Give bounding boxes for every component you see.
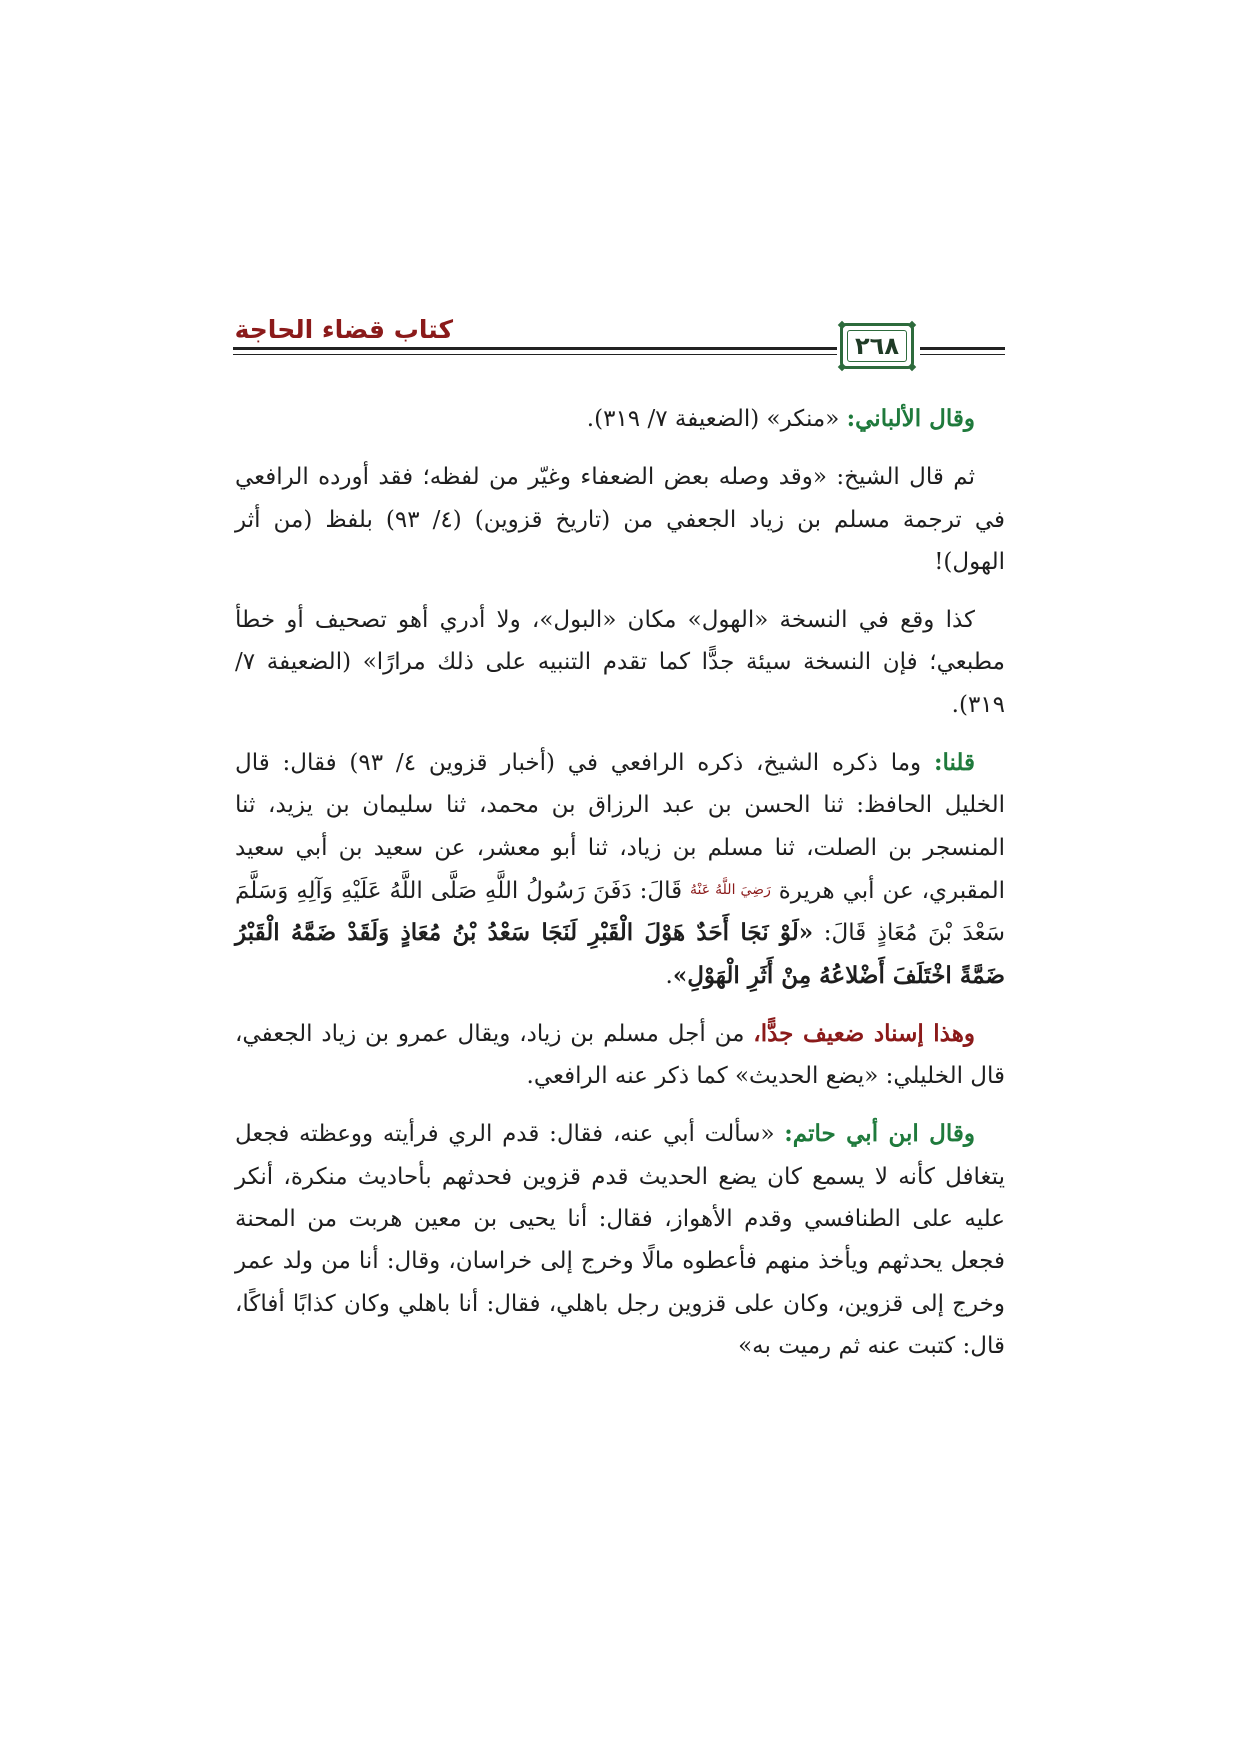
- badge-corner-ornament: [838, 363, 846, 371]
- header-rule: [233, 347, 837, 350]
- paragraph-sheikh: [235, 456, 1005, 583]
- grading-label: وهذا إسناد ضعيف جدًّا،: [753, 1019, 975, 1047]
- header-rule-thin: [233, 354, 837, 355]
- paragraph-text: من أجل مسلم بن زياد، ويقال عمرو بن زياد الجعفي، قال الخليلي: «يضع الحديث» كما ذكر عنه الرافعي.: [235, 1020, 1005, 1090]
- paragraph-text: «منكر» (الضعيفة ٧/ ٣١٩).: [586, 406, 847, 432]
- paragraph-albani: [235, 398, 1005, 440]
- badge-corner-ornament: [838, 321, 846, 329]
- page-number: ٢٦٨: [855, 332, 899, 360]
- honorific-glyph: رَضِيَ اللَّهُ عَنْهُ: [690, 881, 771, 898]
- paragraph-ibn-abi-hatim: [235, 1113, 1005, 1367]
- paragraph-text: ثم قال الشيخ: «وقد وصله بعض الضعفاء وغيّر من لفظه؛ فقد أورده الرافعي في ترجمة مسلم بن زياد الجعفي من (تاريخ قزوين) (٤/ ٩٣) بلفظ (من أثر الهول)!: [235, 464, 1006, 575]
- paragraph-text: كذا وقع في النسخة «الهول» مكان «البول»، ولا أدري أهو تصحيف أو خطأ مطبعي؛ فإن النسخة سيئة جدًّا كما تقدم التنبيه على ذلك مرارًا» (الضعيفة ٧/ ٣١٩).: [235, 607, 1005, 718]
- paragraph-text: قَالَ: دَفَنَ رَسُولُ اللَّهِ صَلَّى اللَّهُ عَلَيْهِ وَآلِهِ وَسَلَّمَ سَعْدَ بْنَ مُعَاذٍ قَالَ:: [235, 877, 1005, 947]
- hadith-text: «لَوْ نَجَا أَحَدٌ هَوْلَ الْقَبْرِ لَنَجَا سَعْدُ بْنُ مُعَاذٍ وَلَقَدْ ضَمَّهُ الْقَبْرُ ضَمَّةً اخْتَلَفَ أَضْلاعُهُ مِنْ أَثَرِ الْهَوْلِ»: [235, 919, 1005, 989]
- paragraph-qulna: [235, 742, 1005, 997]
- badge-corner-ornament: [908, 363, 916, 371]
- speaker-label: وقال الألباني:: [846, 405, 975, 432]
- paragraph-text: «سألت أبي عنه، فقال: قدم الري فرأيته ووعظته فجعل يتغافل كأنه لا يسمع كان يضع الحديث قدم قزوين فحدثهم بأحاديث منكرة، أنكر عليه على الطنافسي وقدم الأهواز، فقال: أنا يحيى بن معين هربت من المحنة فجعل يحدثهم ويأخذ منهم فأعطوه مالًا وخرج إلى خراسان، وقال: أنا من ولد عمر وخرج إلى قزوين، وكان على قزوين رجل باهلي، فقال: أنا باهلي وكان كذابًا أفاكًا، قال: كتبت عنه ثم رميت به»: [235, 1121, 1005, 1359]
- speaker-label: قلنا:: [933, 749, 976, 777]
- header-rule-short: [920, 347, 1005, 350]
- paragraph-manuscript-note: [235, 599, 1005, 726]
- header-rule-short-thin: [920, 354, 1005, 355]
- page-number-badge: [840, 323, 914, 369]
- paragraph-text: .: [665, 962, 673, 989]
- speaker-label: وقال ابن أبي حاتم:: [784, 1120, 975, 1148]
- paragraph-isnad-grade: [235, 1013, 1005, 1098]
- paragraph-text: وما ذكره الشيخ، ذكره الرافعي في (أخبار قزوين ٤/ ٩٣) فقال: قال الخليل الحافظ: ثنا الحسن بن عبد الرزاق بن محمد، ثنا سليمان بن يزيد، ثنا المنسجر بن الصلت، ثنا مسلم بن زياد، ثنا أبو معشر، عن سعيد بن أبي سعيد المقبري، عن أبي هريرة: [235, 750, 1005, 904]
- page-body: [235, 398, 1005, 1367]
- badge-corner-ornament: [908, 321, 916, 329]
- book-title: كتاب قضاء الحاجة: [234, 315, 453, 344]
